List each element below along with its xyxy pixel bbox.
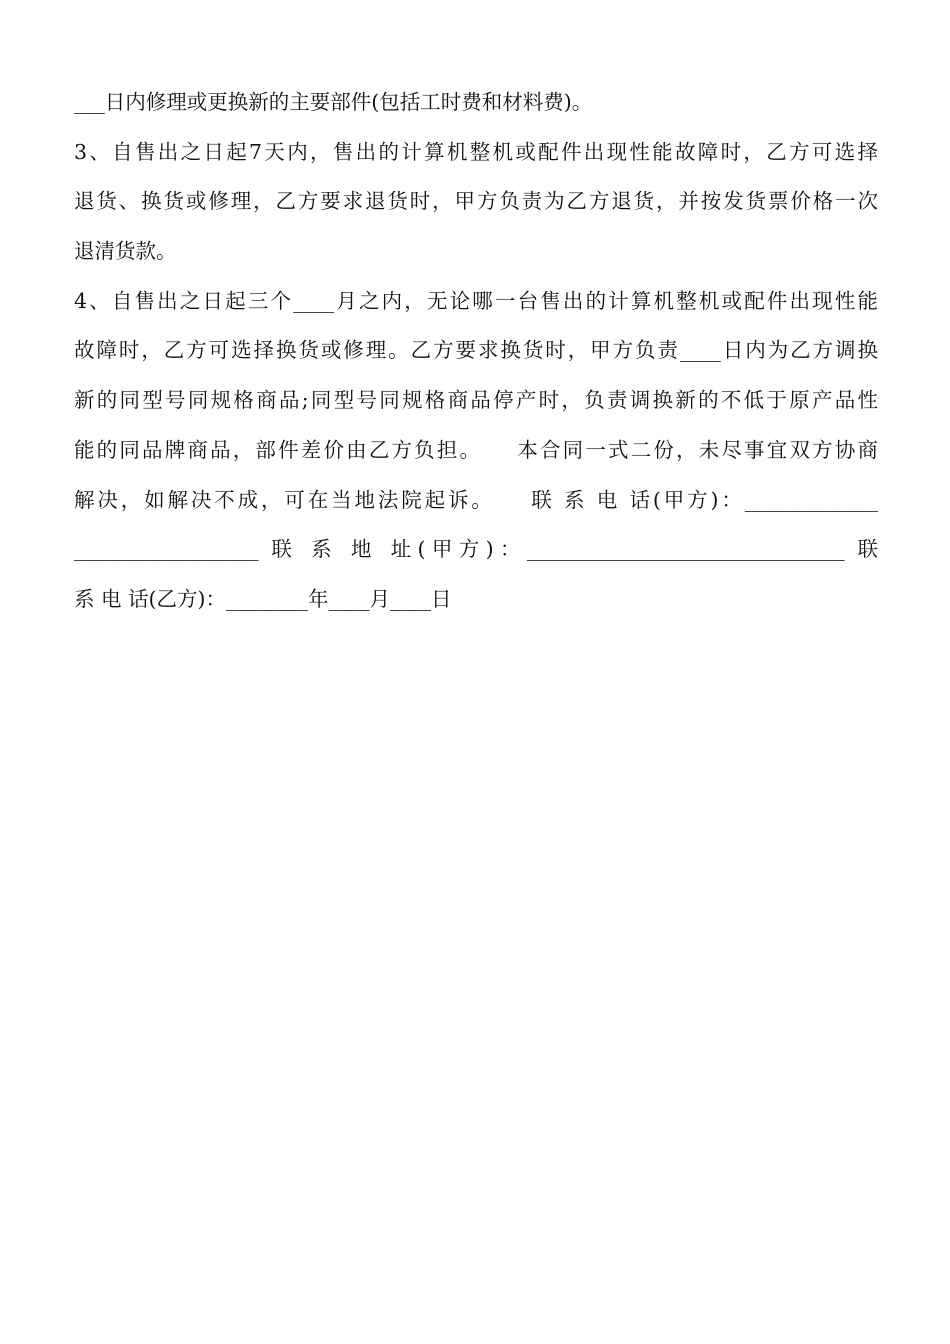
text-line-4: 退清货款。 — [74, 239, 177, 264]
text-line-9: 解决，如解决不成，可在当地法院起诉。 联 系 电 话(甲方)：_____________ — [74, 487, 878, 512]
text-line-10: __________________ 联 系 地 址(甲方)：_______________________________ 联 — [74, 537, 878, 562]
text-line-3: 退货、换货或修理，乙方要求退货时，甲方负责为乙方退货，并按发货票价格一次 — [74, 189, 878, 214]
document-body — [74, 78, 878, 625]
text-line-6: 故障时，乙方可选择换货或修理。乙方要求换货时，甲方负责____日内为乙方调换 — [74, 338, 878, 363]
text-line-2: 3、自售出之日起7天内，售出的计算机整机或配件出现性能故障时，乙方可选择 — [74, 139, 878, 164]
text-line-8: 能的同品牌商品，部件差价由乙方负担。 本合同一式二份，未尽事宜双方协商 — [74, 437, 878, 462]
text-line-5: 4、自售出之日起三个____月之内，无论哪一台售出的计算机整机或配件出现性能 — [74, 288, 878, 313]
text-line-7: 新的同型号同规格商品;同型号同规格商品停产时，负责调换新的不低于原产品性 — [74, 388, 878, 413]
text-line-11: 系 电 话(乙方)：________年____月____日 — [74, 586, 452, 611]
text-line-1: ___日内修理或更换新的主要部件(包括工时费和材料费)。 — [74, 90, 593, 114]
